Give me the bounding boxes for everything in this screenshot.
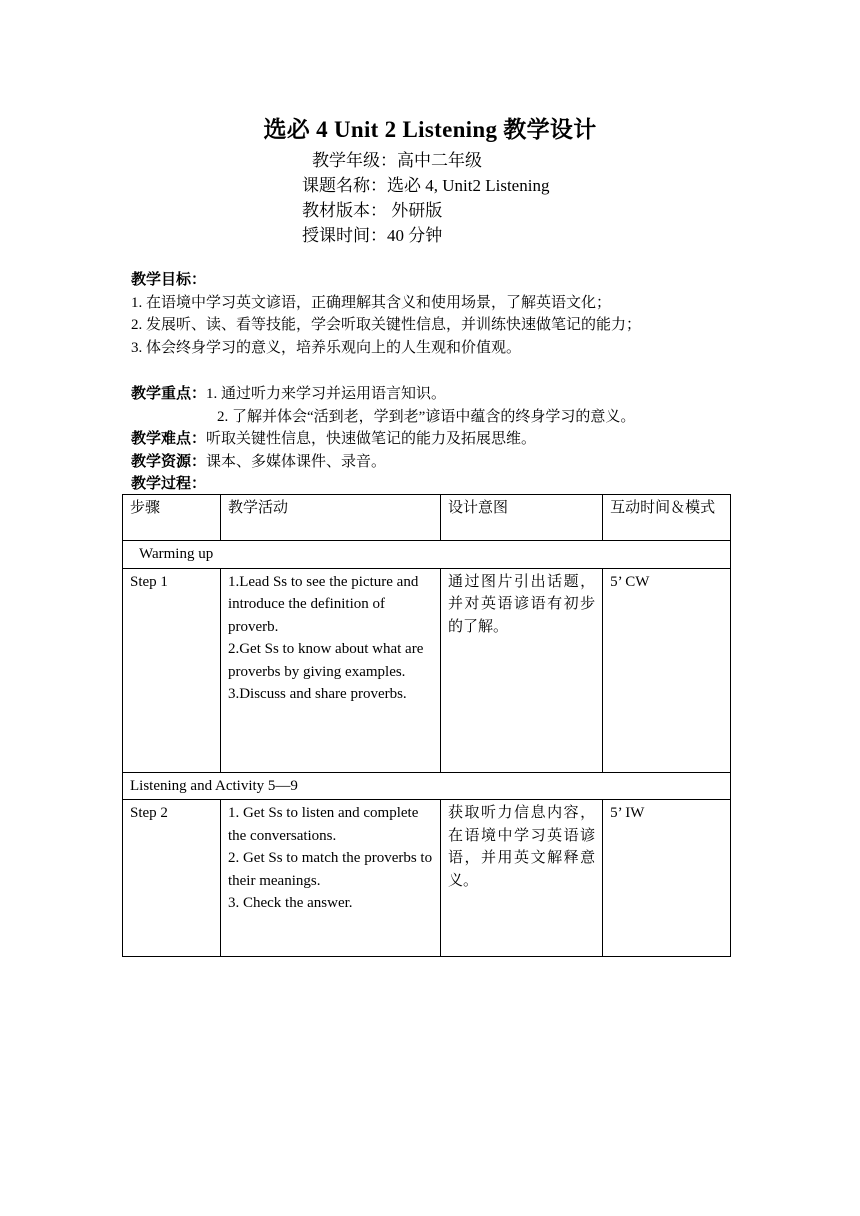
difficulties-label: 教学难点： [131,431,207,447]
purpose-cell: 获取听力信息内容，在语境中学习英语谚语，并用英文解释意义。 [440,800,602,957]
section-row [123,772,731,800]
header-time-mode: 互动时间＆模式 [603,495,731,541]
header-step: 步骤 [123,495,221,541]
meta-duration: 授课时间：40 分钟 [302,226,443,245]
resources-label: 教学资源： [131,453,207,470]
header-purpose: 设计意图 [440,495,602,541]
activity-item: 3.Discuss and share proverbs. [227,686,407,702]
activity-item: 3. Check the answer. [227,895,353,911]
header-activity: 教学活动 [220,495,440,541]
table-row [123,800,731,957]
activity-item: 1. Get Ss to listen and complete the conversations. [227,805,419,844]
activity-item: 1.Lead Ss to see the picture and introduce the definition of proverb. [227,573,419,635]
time-mode-cell: 5’ CW [603,568,731,772]
objectives-heading: 教学目标： [131,272,207,288]
section-row [123,541,731,569]
process-label: 教学过程： [131,476,207,492]
objective-item: 1. 在语境中学习英文谚语，正确理解其含义和使用场景，了解英语文化； [131,294,612,311]
time-mode-cell: 5’ IW [603,800,731,957]
activity-item: 2. Get Ss to match the proverbs to their meanings. [227,850,433,889]
objective-item: 2. 发展听、读、看等技能，学会听取关键性信息，并训练快速做笔记的能力； [131,317,642,333]
table-row [123,568,731,772]
process-table [122,494,731,957]
resources-text: 课本、多媒体课件、录音。 [206,453,387,470]
step-cell: Step 1 [123,568,221,772]
purpose-cell: 通过图片引出话题，并对英语谚语有初步的了解。 [440,568,602,772]
key-points-section [131,383,635,496]
activity-cell [220,568,440,772]
objective-item: 3. 体会终身学习的意义，培养乐观向上的人生观和价值观。 [131,339,522,356]
key-point-item: 2. 了解并体会“活到老，学到老”谚语中蕴含的终身学习的意义。 [217,408,636,425]
objectives-section [131,269,641,359]
section-title: Listening and Activity 5—9 [123,772,731,800]
meta-edition: 教材版本： 外研版 [302,201,443,220]
step-cell: Step 2 [123,800,221,957]
key-point-item: 1. 通过听力来学习并运用语言知识。 [206,386,447,402]
meta-grade: 教学年级：高中二年级 [312,151,482,170]
activity-cell [220,800,440,957]
document-title: 选必 4 Unit 2 Listening 教学设计 [263,117,597,142]
table-header-row [123,495,731,541]
activity-item: 2.Get Ss to know about what are proverbs by giving examples. [227,641,424,680]
section-title: Warming up [123,541,731,569]
meta-topic: 课题名称：选必 4, Unit2 Listening [302,176,550,195]
key-points-label: 教学重点： [131,386,207,402]
difficulties-text: 听取关键性信息，快速做笔记的能力及拓展思维。 [206,431,537,447]
